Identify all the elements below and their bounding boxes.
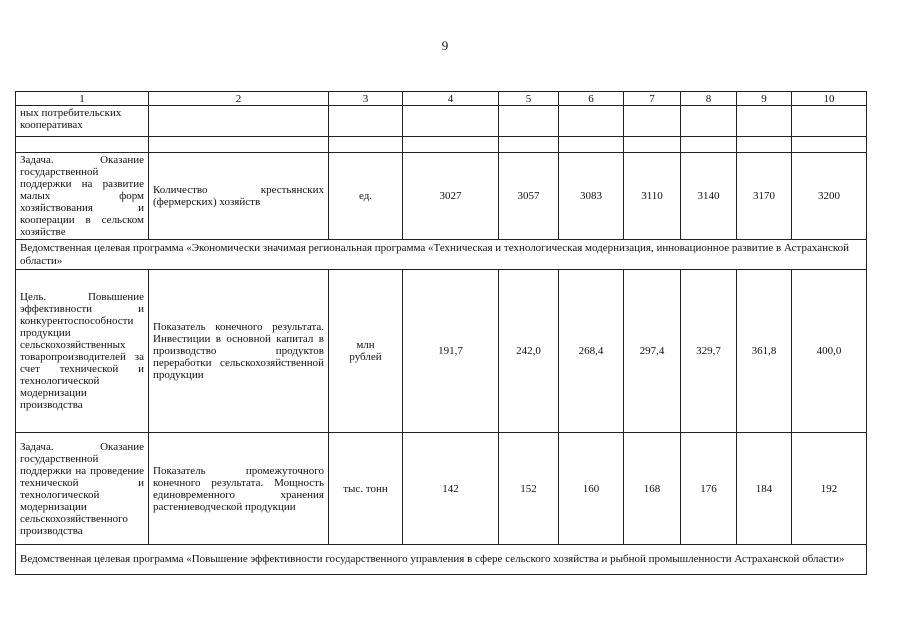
value-cell: 361,8	[737, 270, 792, 433]
unit-cell: тыс. тонн	[329, 433, 403, 545]
goal-description-cell: Цель. Повышение эффективности и конкурентоспособности продукции сельскохозяйственных товаропроизводителей за счет технической и технологической модернизации производства	[16, 270, 149, 433]
unit-cell	[329, 270, 403, 433]
empty-cell	[329, 137, 403, 153]
value-cell: 191,7	[403, 270, 499, 433]
header-cell: 7	[624, 92, 681, 106]
value-cell: 297,4	[624, 270, 681, 433]
program-title: Ведомственная целевая программа «Экономически значимая региональная программа «Техническая и технологическая модернизация, инновационное развитие в Астраханской области»	[16, 240, 867, 270]
empty-cell	[499, 137, 559, 153]
value-cell: 152	[499, 433, 559, 545]
indicator-cell: Количество крестьянских (фермерских) хозяйств	[149, 153, 329, 240]
header-cell: 9	[737, 92, 792, 106]
page-number: 9	[441, 38, 449, 53]
unit-line: рублей	[349, 351, 382, 363]
row-name-cell: ных потребительских кооперативах	[16, 106, 149, 137]
value-cell: 329,7	[681, 270, 737, 433]
empty-cell	[559, 137, 624, 153]
empty-cell	[16, 137, 149, 153]
empty-cell	[329, 106, 403, 137]
value-cell: 3057	[499, 153, 559, 240]
empty-cell	[149, 106, 329, 137]
header-cell: 6	[559, 92, 624, 106]
value-cell: 3027	[403, 153, 499, 240]
table-header-row	[16, 92, 867, 106]
table-row	[16, 137, 867, 153]
program-row	[16, 545, 867, 575]
program-row	[16, 240, 867, 270]
empty-cell	[624, 137, 681, 153]
empty-cell	[737, 137, 792, 153]
header-cell: 2	[149, 92, 329, 106]
table-row	[16, 433, 867, 545]
header-cell: 3	[329, 92, 403, 106]
task-description-cell: Задача. Оказание государственной поддержки на развитие малых форм хозяйствования и кооперации в сельском хозяйстве	[16, 153, 149, 240]
value-cell: 3140	[681, 153, 737, 240]
header-cell: 5	[499, 92, 559, 106]
program-title: Ведомственная целевая программа «Повышение эффективности государственного управления в сфере сельского хозяйства и рыбной промышленности Астраханской области»	[16, 545, 867, 575]
empty-cell	[737, 106, 792, 137]
header-cell: 8	[681, 92, 737, 106]
empty-cell	[681, 106, 737, 137]
empty-cell	[792, 137, 867, 153]
table-row	[16, 270, 867, 433]
header-cell: 4	[403, 92, 499, 106]
task-description-cell: Задача. Оказание государственной поддержки на проведение технической и технологической модернизации сельскохозяйственного производства	[16, 433, 149, 545]
value-cell: 176	[681, 433, 737, 545]
value-cell: 192	[792, 433, 867, 545]
empty-cell	[403, 137, 499, 153]
indicator-cell: Показатель промежуточного конечного результата. Мощность единовременного хранения растениеводческой продукции	[149, 433, 329, 545]
empty-cell	[499, 106, 559, 137]
unit-line: млн	[356, 339, 375, 351]
header-cell: 1	[16, 92, 149, 106]
value-cell: 184	[737, 433, 792, 545]
unit-cell: ед.	[329, 153, 403, 240]
header-cell: 10	[792, 92, 867, 106]
value-cell: 168	[624, 433, 681, 545]
empty-cell	[624, 106, 681, 137]
empty-cell	[559, 106, 624, 137]
value-cell: 142	[403, 433, 499, 545]
table-row	[16, 153, 867, 240]
indicators-table	[15, 91, 867, 575]
value-cell: 3083	[559, 153, 624, 240]
value-cell: 400,0	[792, 270, 867, 433]
value-cell: 3110	[624, 153, 681, 240]
value-cell: 3170	[737, 153, 792, 240]
value-cell: 3200	[792, 153, 867, 240]
empty-cell	[681, 137, 737, 153]
value-cell: 160	[559, 433, 624, 545]
value-cell: 268,4	[559, 270, 624, 433]
value-cell: 242,0	[499, 270, 559, 433]
empty-cell	[792, 106, 867, 137]
indicator-cell: Показатель конечного результата. Инвестиции в основной капитал в производство продуктов переработки сельскохозяйственной продукции	[149, 270, 329, 433]
empty-cell	[403, 106, 499, 137]
table-row	[16, 106, 867, 137]
empty-cell	[149, 137, 329, 153]
